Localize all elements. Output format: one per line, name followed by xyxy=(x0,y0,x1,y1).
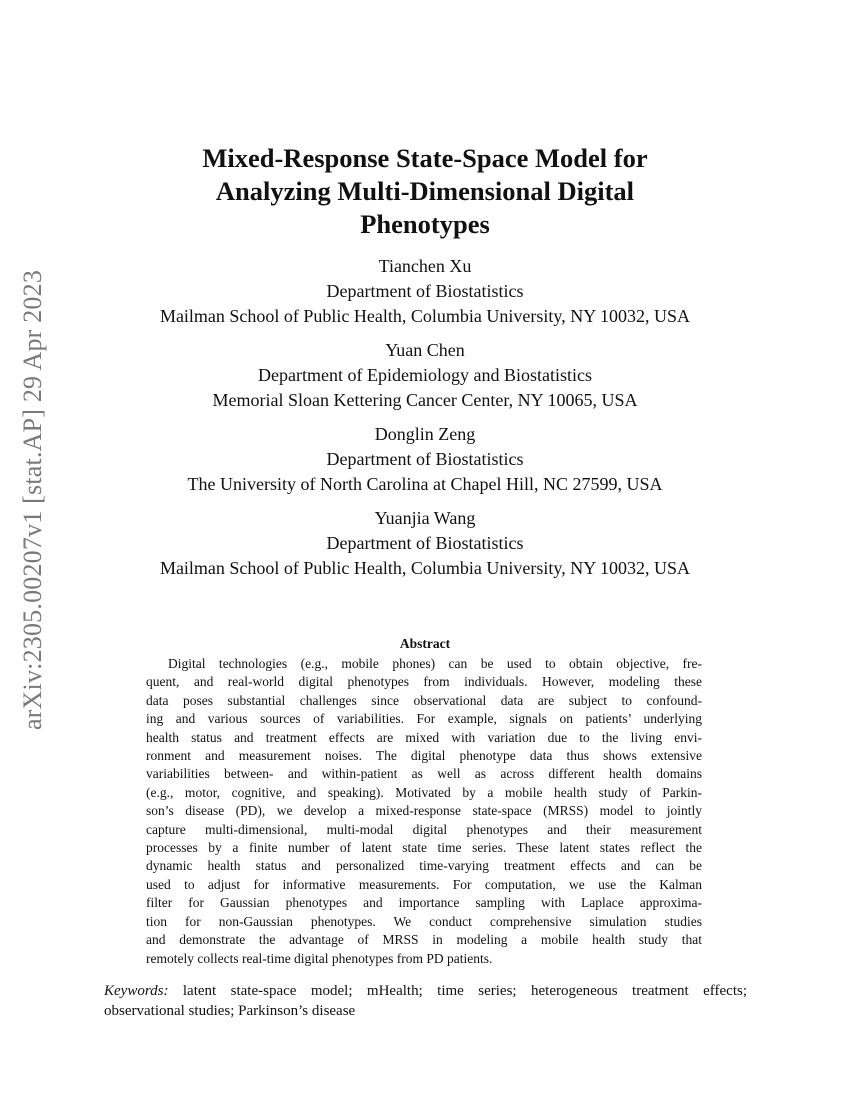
title-line: Mixed-Response State-Space Model for xyxy=(202,143,648,173)
author-block xyxy=(0,422,850,497)
keywords-line xyxy=(104,981,747,1001)
author-department: Department of Biostatistics xyxy=(326,533,524,553)
abstract-line: and demonstrate the advantage of MRSS in modeling a mobile health study that xyxy=(146,932,702,948)
abstract-line: used to adjust for informative measurements. For computation, we use the Kalman xyxy=(146,876,702,892)
abstract-line: dynamic health status and personalized time-varying treatment effects and can be xyxy=(146,858,702,874)
keywords-text: latent state-space model; mHealth; time series; heterogeneous treatment effects; xyxy=(168,983,747,999)
abstract-line: Digital technologies (e.g., mobile phones) can be used to obtain objective, fre- xyxy=(168,656,702,671)
author-name: Yuan Chen xyxy=(385,340,465,360)
author-department: Department of Biostatistics xyxy=(326,449,524,469)
author-block xyxy=(0,338,850,413)
title-line: Analyzing Multi-Dimensional Digital xyxy=(215,176,635,206)
abstract-line: processes by a finite number of latent state time series. These latent states reflect the xyxy=(146,840,702,856)
author-block xyxy=(0,254,850,329)
keywords-line: observational studies; Parkinson’s disease xyxy=(104,1003,356,1019)
paper-title xyxy=(0,142,850,241)
author-name: Donglin Zeng xyxy=(374,424,476,444)
abstract-line: health status and treatment effects are mixed with variation due to the living envi- xyxy=(146,729,702,745)
abstract-line: (e.g., motor, cognitive, and speaking). Motivated by a mobile health study of Parkin- xyxy=(146,784,702,800)
keywords xyxy=(104,981,747,1021)
author-department: Department of Biostatistics xyxy=(326,281,524,301)
abstract-line: son’s disease (PD), we develop a mixed-response state-space (MRSS) model to jointly xyxy=(146,803,702,819)
abstract-line: filter for Gaussian phenotypes and importance sampling with Laplace approxima- xyxy=(146,895,702,911)
abstract-body xyxy=(146,655,702,968)
abstract-line: ing and various sources of variabilities. For example, signals on patients’ underlying xyxy=(146,711,702,727)
author-institution: The University of North Carolina at Chapel Hill, NC 27599, USA xyxy=(187,474,663,494)
author-department: Department of Epidemiology and Biostatistics xyxy=(258,365,592,385)
keywords-label: Keywords: xyxy=(104,983,169,999)
author-name: Tianchen Xu xyxy=(378,256,472,276)
author-institution: Mailman School of Public Health, Columbia University, NY 10032, USA xyxy=(159,558,691,578)
abstract-line: capture multi-dimensional, multi-modal digital phenotypes and their measurement xyxy=(146,821,702,837)
abstract-line: quent, and real-world digital phenotypes from individuals. However, modeling these xyxy=(146,674,702,690)
author-name: Yuanjia Wang xyxy=(374,508,476,528)
author-block xyxy=(0,506,850,581)
arxiv-identifier: arXiv:2305.00207v1 [stat.AP] 29 Apr 2023 xyxy=(18,269,47,731)
abstract-line: tion for non-Gaussian phenotypes. We conduct comprehensive simulation studies xyxy=(146,913,702,929)
abstract-line: variabilities between- and within-patient as well as across different health domains xyxy=(146,766,702,782)
abstract-line: remotely collects real-time digital phenotypes from PD patients. xyxy=(146,950,493,966)
abstract-line: ronment and measurement noises. The digital phenotype data thus shows extensive xyxy=(146,748,702,764)
author-institution: Mailman School of Public Health, Columbia University, NY 10032, USA xyxy=(159,306,691,326)
abstract-heading: Abstract xyxy=(399,636,451,651)
author-list xyxy=(0,254,850,590)
title-line: Phenotypes xyxy=(360,209,490,239)
author-institution: Memorial Sloan Kettering Cancer Center, NY 10065, USA xyxy=(212,390,638,410)
abstract-line: data poses substantial challenges since observational data are subject to confound- xyxy=(146,692,702,708)
